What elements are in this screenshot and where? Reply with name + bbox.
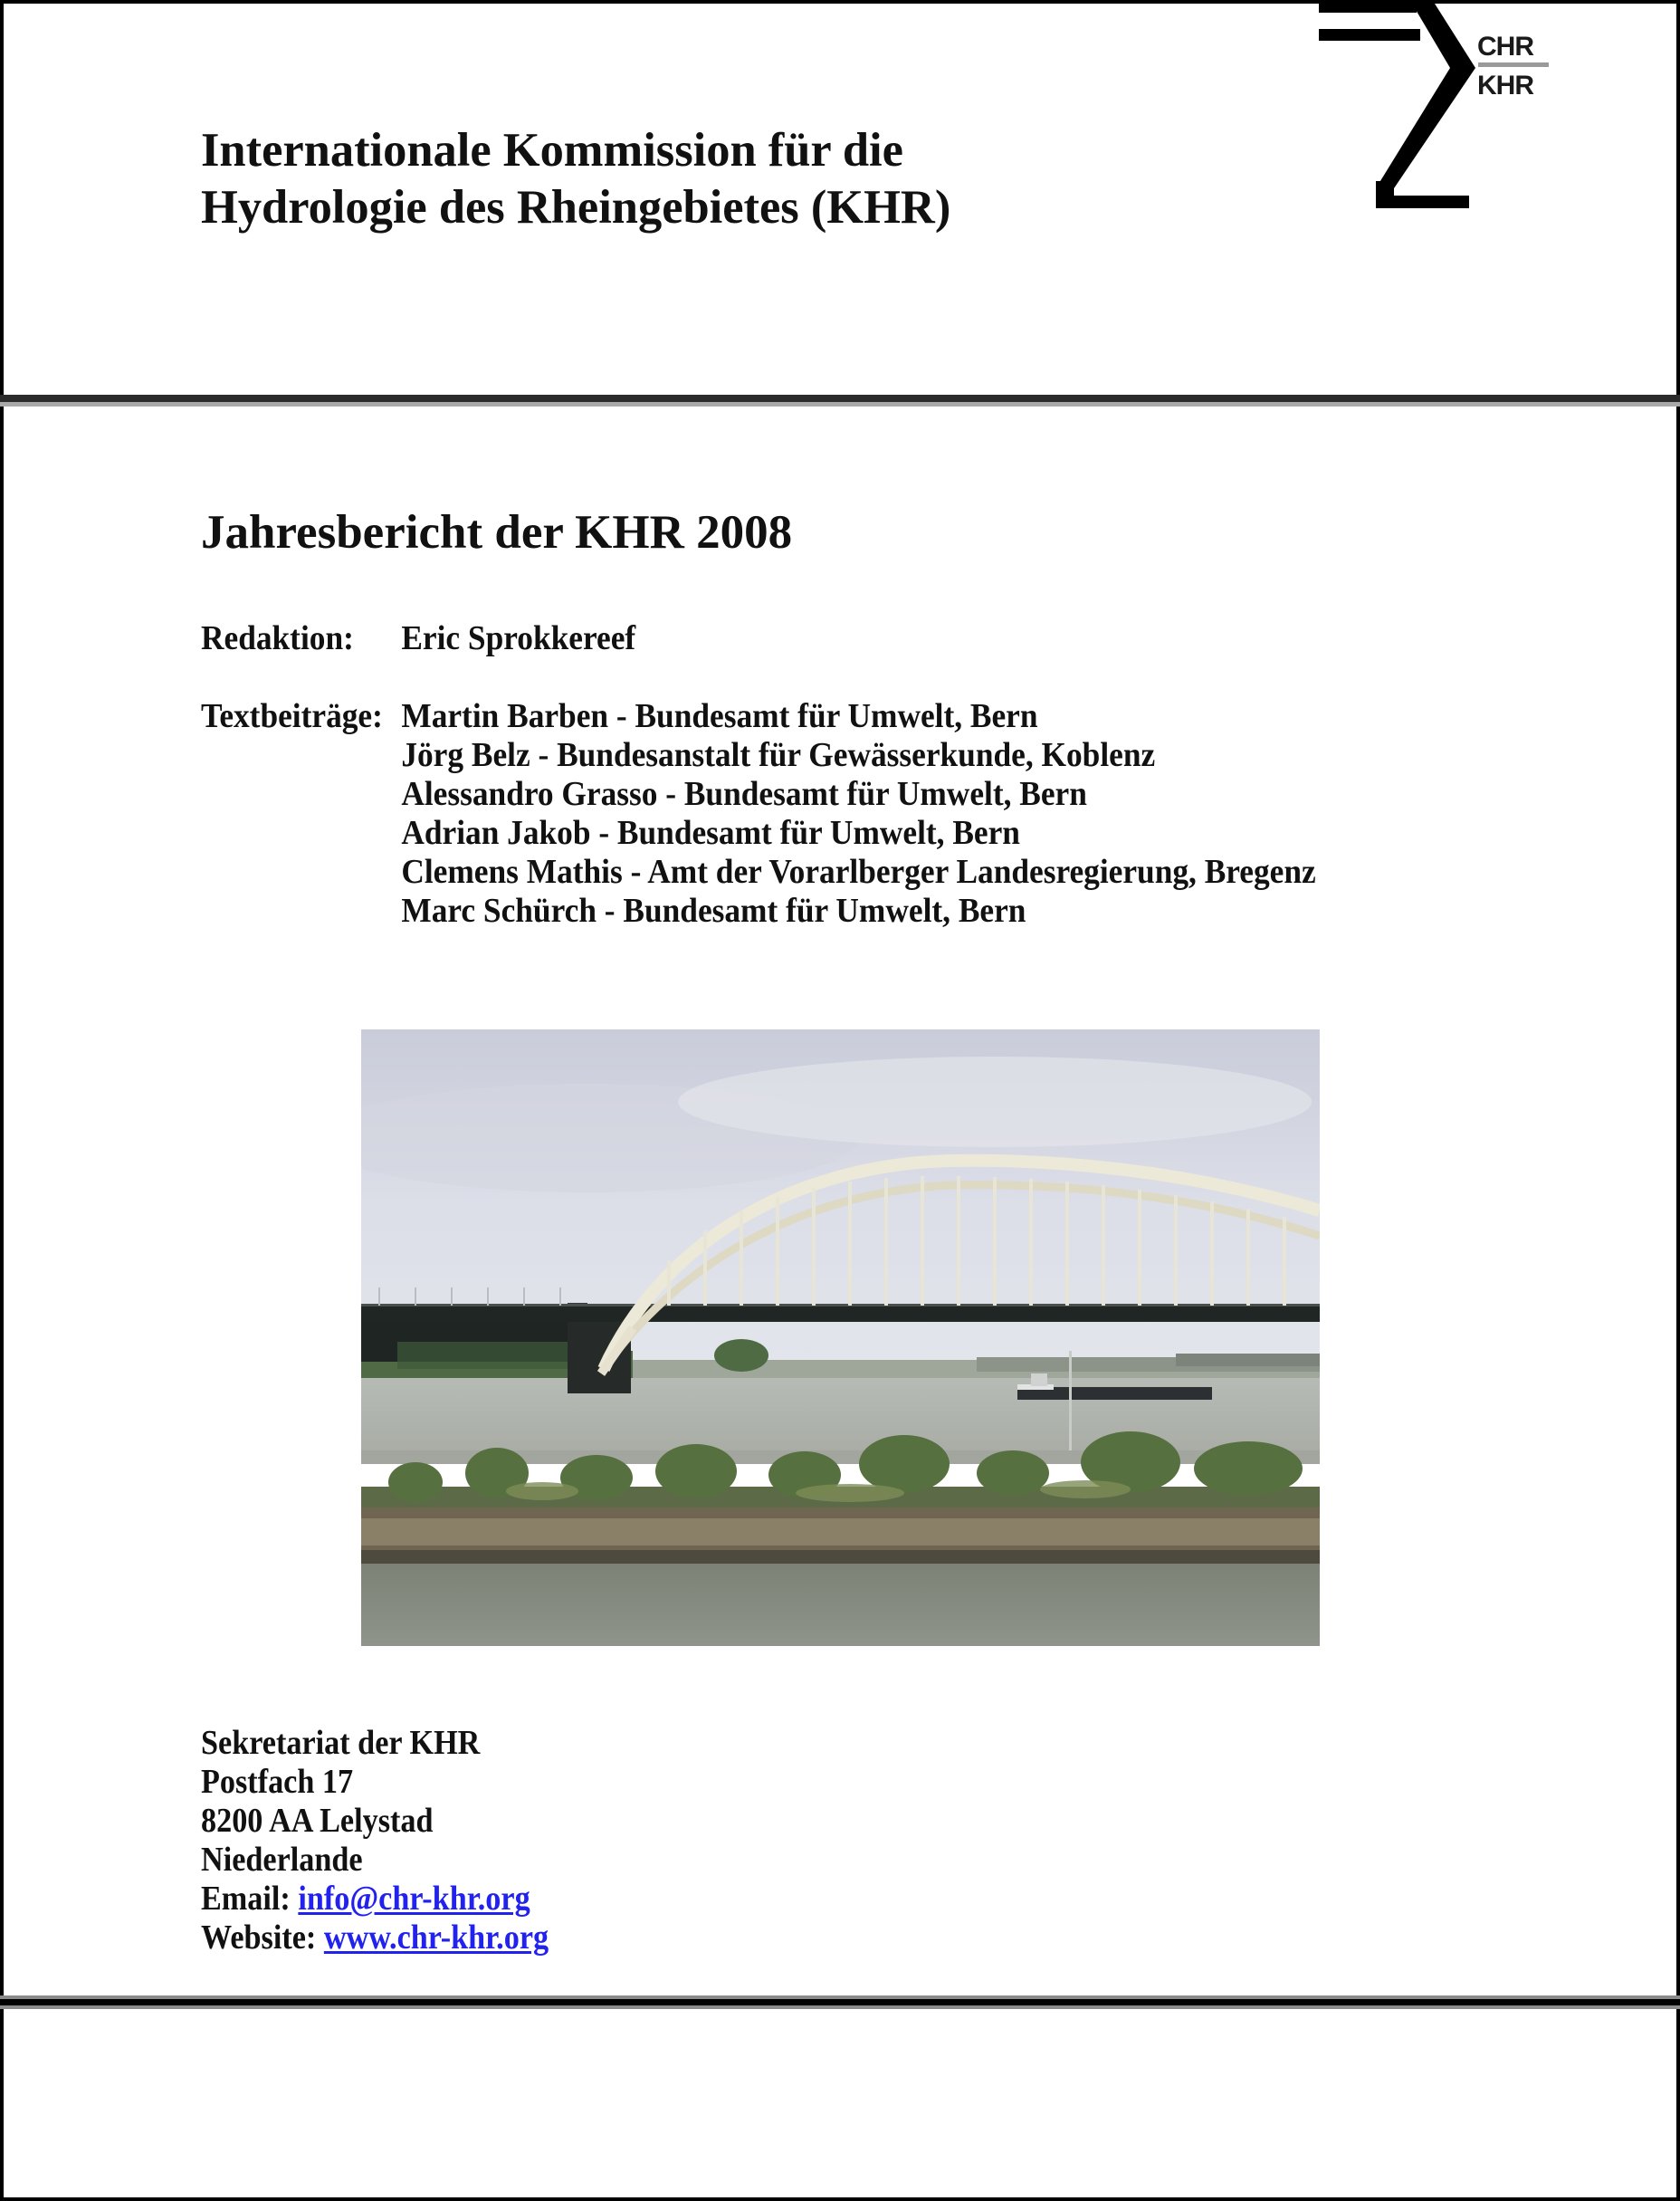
org-name-line-2: Hydrologie des Rheingebietes (KHR) bbox=[201, 181, 951, 234]
email-link[interactable]: info@chr-khr.org bbox=[298, 1880, 530, 1918]
website-row bbox=[201, 1919, 549, 1957]
contributors-label: Textbeiträge: bbox=[201, 697, 383, 735]
contributor-name: Alessandro Grasso - Bundesamt für Umwelt, Bern bbox=[401, 775, 1087, 813]
contributor-row bbox=[201, 736, 1316, 775]
org-name-line-1: Internationale Kommission für die bbox=[201, 124, 903, 177]
header-divider-shadow bbox=[0, 402, 1680, 407]
contributor-name: Jörg Belz - Bundesanstalt für Gewässerkunde, Koblenz bbox=[401, 736, 1156, 774]
address-line: Sekretariat der KHR bbox=[201, 1724, 481, 1762]
editor-label: Redaktion: bbox=[201, 619, 354, 657]
logo-text-khr: KHR bbox=[1477, 71, 1533, 100]
contributor-name: Adrian Jakob - Bundesamt für Umwelt, Bern bbox=[401, 814, 1020, 852]
cover-photo bbox=[361, 1029, 1320, 1646]
contributor-row bbox=[201, 775, 1316, 814]
khr-logo bbox=[1303, 0, 1575, 217]
email-row bbox=[201, 1880, 530, 1919]
website-link[interactable]: www.chr-khr.org bbox=[323, 1919, 549, 1957]
contributor-name: Clemens Mathis - Amt der Vorarlberger Landesregierung, Bregenz bbox=[401, 853, 1316, 891]
editor-name: Eric Sprokkereef bbox=[401, 619, 636, 657]
editor-row bbox=[201, 619, 635, 658]
bridge-photo-icon bbox=[361, 1029, 1320, 1646]
sigma-icon bbox=[1303, 0, 1575, 217]
contributors-block bbox=[201, 697, 1316, 931]
contributor-name: Marc Schürch - Bundesamt für Umwelt, Bern bbox=[401, 892, 1026, 930]
contributor-name: Martin Barben - Bundesamt für Umwelt, Bern bbox=[401, 697, 1038, 735]
website-label: Website: bbox=[201, 1919, 317, 1957]
header-divider bbox=[0, 395, 1680, 402]
contributor-row bbox=[201, 814, 1316, 853]
contributor-row bbox=[201, 892, 1316, 931]
contributor-row bbox=[201, 697, 1316, 736]
footer-divider bbox=[0, 1999, 1680, 2005]
address-line: Postfach 17 bbox=[201, 1763, 354, 1801]
report-title: Jahresbericht der KHR 2008 bbox=[201, 506, 793, 559]
footer-divider-bottom bbox=[0, 2005, 1680, 2009]
logo-text-chr: CHR bbox=[1477, 32, 1533, 62]
address-line: Niederlande bbox=[201, 1841, 363, 1879]
contributor-row bbox=[201, 853, 1316, 892]
email-label: Email: bbox=[201, 1880, 291, 1918]
address-line: 8200 AA Lelystad bbox=[201, 1802, 434, 1840]
